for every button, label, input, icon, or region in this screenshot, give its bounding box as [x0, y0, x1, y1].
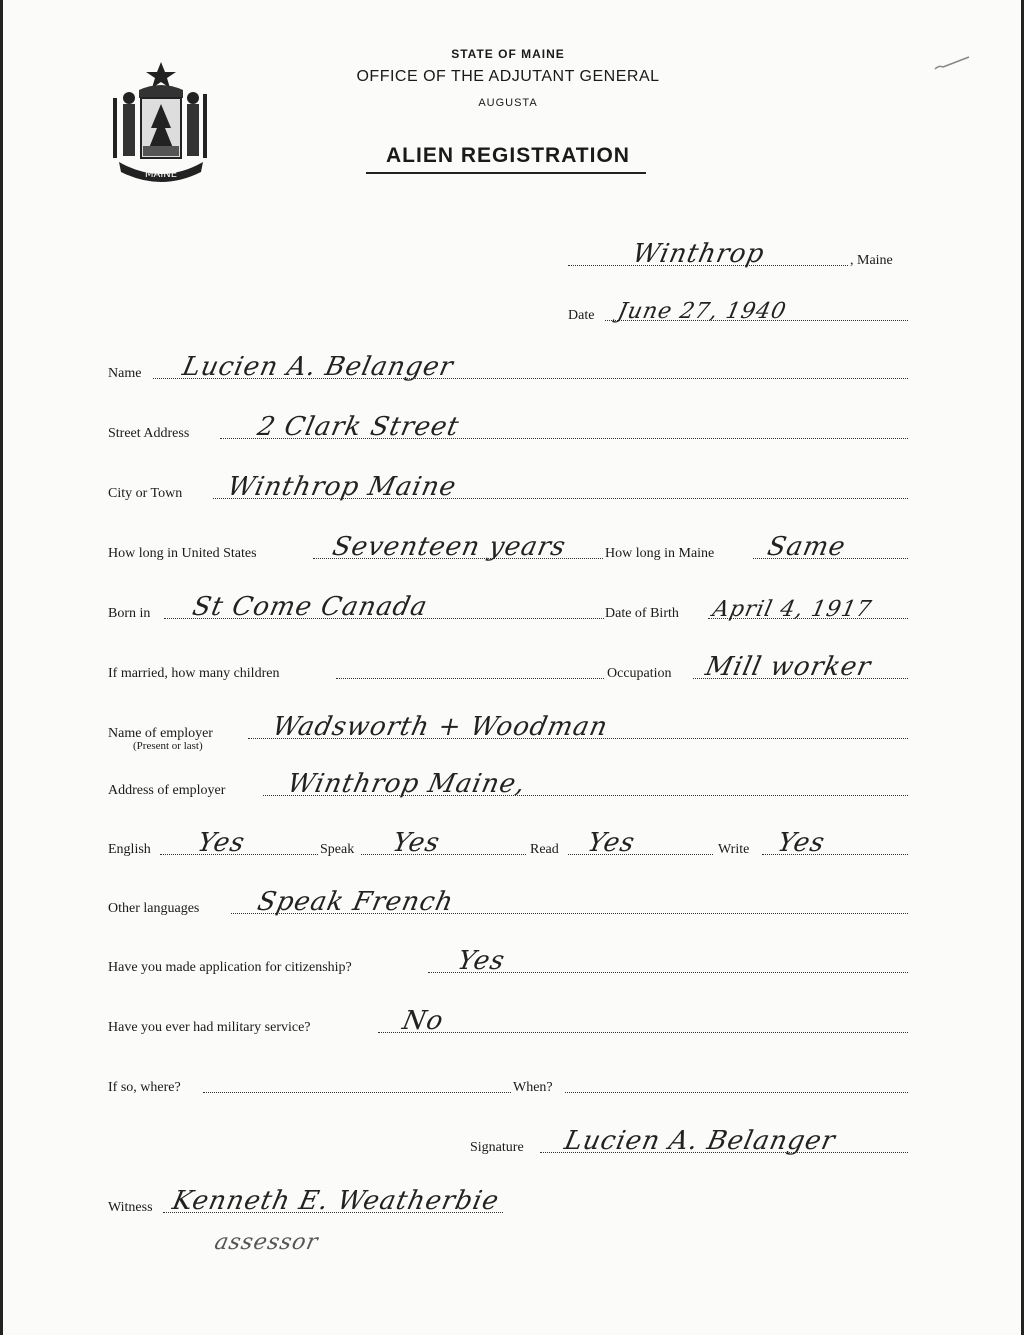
write-label: Write [718, 842, 750, 857]
military-field[interactable] [108, 1006, 913, 1036]
date-of-birth-label: Date of Birth [605, 606, 679, 621]
how-long-us-value: Seventeen years [329, 532, 569, 562]
maine-state-seal-icon [105, 58, 217, 190]
english-label: English [108, 842, 151, 857]
occupation-value: Mill worker [702, 652, 874, 682]
how-long-maine-value: Same [764, 532, 849, 562]
street-address-value: 2 Clark Street [254, 412, 463, 442]
speak-label: Speak [320, 842, 355, 857]
birth-field[interactable] [108, 592, 913, 622]
city-field[interactable] [108, 472, 913, 502]
signature-value: Lucien A. Belanger [561, 1126, 839, 1156]
date-of-birth-value: April 4, 1917 [710, 597, 875, 622]
other-languages-label: Other languages [108, 901, 200, 916]
children-label: If married, how many children [108, 666, 280, 681]
military-label: Have you ever had military service? [108, 1020, 311, 1035]
title-underline [366, 172, 646, 174]
street-address-field[interactable] [108, 412, 913, 442]
svg-text:MAINE: MAINE [144, 169, 178, 180]
military-value: No [399, 1006, 447, 1036]
other-languages-field[interactable] [108, 887, 913, 917]
born-in-label: Born in [108, 606, 151, 621]
where-label: If so, where? [108, 1080, 181, 1095]
children-occupation-field[interactable] [108, 652, 913, 682]
witness-field[interactable] [108, 1186, 508, 1216]
read-value: Yes [584, 828, 638, 858]
place-label: , Maine [850, 253, 893, 268]
office-heading: OFFICE OF THE ADJUTANT GENERAL [356, 68, 660, 85]
when-label: When? [513, 1080, 553, 1095]
english-field[interactable] [108, 828, 913, 858]
employer-value: Wadsworth + Woodman [269, 712, 611, 742]
english-value: Yes [194, 828, 248, 858]
witness-label: Witness [108, 1200, 153, 1215]
how-long-maine-label: How long in Maine [605, 546, 715, 561]
employer-address-label: Address of employer [108, 783, 226, 798]
occupation-label: Occupation [607, 666, 672, 681]
employer-sublabel: (Present or last) [133, 740, 203, 752]
street-address-label: Street Address [108, 426, 190, 441]
signature-field[interactable] [470, 1126, 913, 1156]
other-languages-value: Speak French [254, 887, 457, 917]
military-details-field[interactable] [108, 1072, 913, 1096]
city-label: City or Town [108, 486, 183, 501]
citizenship-label: Have you made application for citizenship? [108, 960, 352, 975]
write-value: Yes [774, 828, 828, 858]
form-title: ALIEN REGISTRATION [386, 144, 630, 167]
how-long-us-label: How long in United States [108, 546, 257, 561]
signature-label: Signature [470, 1140, 524, 1155]
speak-value: Yes [389, 828, 443, 858]
employer-field[interactable] [108, 712, 913, 742]
employer-address-value: Winthrop Maine, [284, 769, 529, 799]
date-label: Date [568, 308, 595, 323]
residence-duration-field[interactable] [108, 532, 913, 562]
name-label: Name [108, 366, 142, 381]
city-value: Winthrop Maine [224, 472, 460, 502]
city-heading: AUGUSTA [478, 97, 538, 109]
employer-address-field[interactable] [108, 769, 913, 799]
born-in-value: St Come Canada [189, 592, 431, 622]
read-label: Read [530, 842, 559, 857]
name-value: Lucien A. Belanger [179, 352, 457, 382]
state-heading: STATE OF MAINE [451, 47, 565, 61]
citizenship-field[interactable] [108, 946, 913, 976]
witness-value: Kenneth E. Weatherbie [169, 1186, 503, 1216]
name-field[interactable] [108, 352, 913, 382]
witness-title: assessor [212, 1230, 321, 1255]
place-value: Winthrop [629, 239, 768, 269]
employer-label: Name of employer [108, 726, 213, 741]
citizenship-value: Yes [454, 946, 508, 976]
place-field[interactable] [563, 239, 913, 269]
date-value: June 27, 1940 [615, 299, 789, 324]
date-field[interactable] [568, 300, 913, 324]
check-mark-icon [933, 55, 973, 75]
